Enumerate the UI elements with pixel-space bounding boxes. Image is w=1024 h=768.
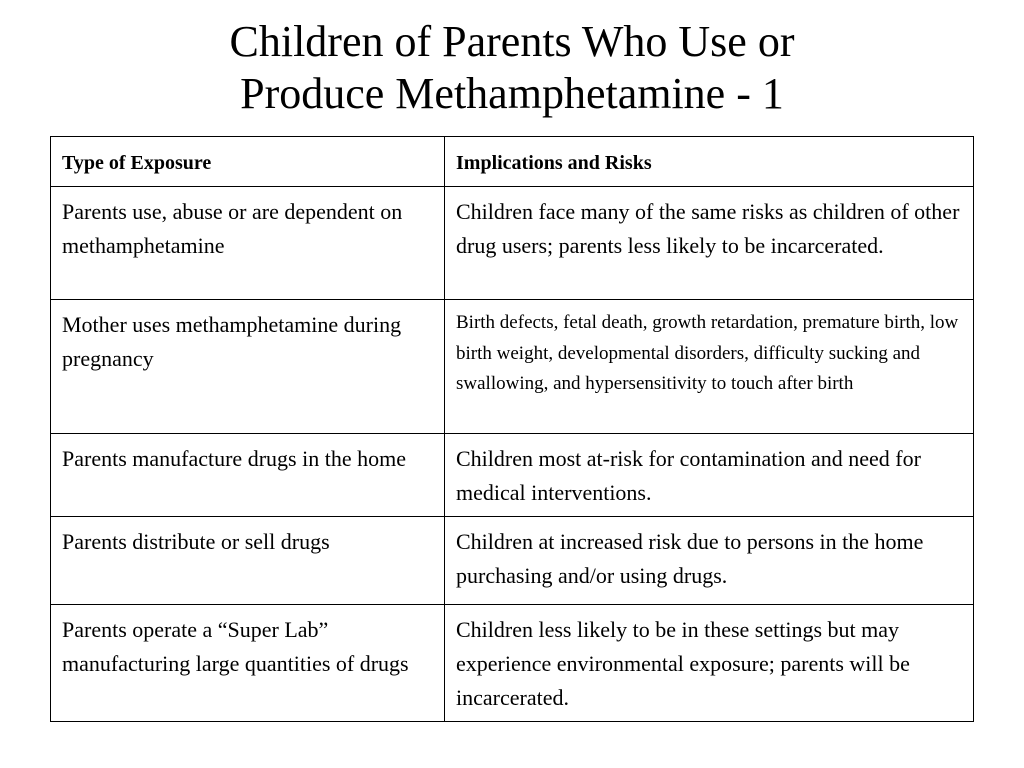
exposure-cell: Parents distribute or sell drugs <box>51 517 445 605</box>
exposure-risk-table <box>50 136 974 722</box>
slide-title <box>0 16 1024 120</box>
risks-cell: Birth defects, fetal death, growth retardation, premature birth, low birth weight, developmental disorders, difficulty sucking and swallowing, and hypersensitivity to touch after birth <box>445 300 974 434</box>
table-header-row <box>51 137 974 187</box>
header-implications-and-risks: Implications and Risks <box>445 137 974 187</box>
risks-cell: Children face many of the same risks as children of other drug users; parents less likely to be incarcerated. <box>445 187 974 300</box>
exposure-cell: Parents use, abuse or are dependent on methamphetamine <box>51 187 445 300</box>
slide-title-line-1: Children of Parents Who Use or <box>229 17 795 66</box>
table-row <box>51 434 974 517</box>
risks-cell: Children less likely to be in these settings but may experience environmental exposure; parents will be incarcerated. <box>445 605 974 722</box>
exposure-cell: Parents operate a “Super Lab” manufacturing large quantities of drugs <box>51 605 445 722</box>
header-type-of-exposure: Type of Exposure <box>51 137 445 187</box>
slide-title-line-2: Produce Methamphetamine - 1 <box>240 69 784 118</box>
table-row <box>51 300 974 434</box>
risks-cell: Children most at-risk for contamination and need for medical interventions. <box>445 434 974 517</box>
exposure-cell: Parents manufacture drugs in the home <box>51 434 445 517</box>
table-row <box>51 605 974 722</box>
table-row <box>51 517 974 605</box>
risks-cell: Children at increased risk due to persons in the home purchasing and/or using drugs. <box>445 517 974 605</box>
table-row <box>51 187 974 300</box>
exposure-cell: Mother uses methamphetamine during pregnancy <box>51 300 445 434</box>
